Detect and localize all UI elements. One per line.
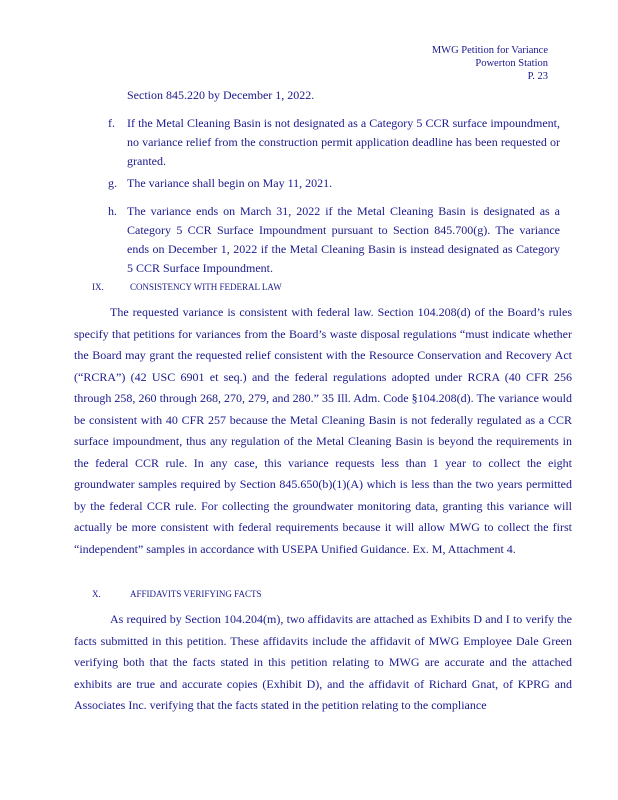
list-item-text: The variance shall begin on May 11, 2021. [127,176,333,190]
list-item-f [108,114,560,171]
list-item-h [108,202,560,278]
section-title: CONSISTENCY WITH FEDERAL LAW [130,282,282,292]
paragraph-federal-law: The requested variance is consistent with federal law. Section 104.208(d) of the Board’s rules specify that petitions for variances from the Board’s waste disposal regulations “must indicate whether the Board may grant the requested relief consistent with the Resource Conservation and Recovery Act (“RCRA”) (42 USC 6901 et seq.) and the federal regulations adopted under RCRA (40 CFR 256 through 258, 260 through 268, 270, 279, and 280.” 35 Ill. Adm. Code §104.208(d). The variance would be consistent with 40 CFR 257 because the Metal Cleaning Basin is not federally regulated as a CCR surface impoundment, thus any regulation of the Metal Cleaning Basin is beyond the requirements in the federal CCR rule. In any case, this variance requests less than 1 year to collect the eight groundwater samples required by Section 845.650(b)(1)(A) which is less than the two years permitted by the federal CCR rule. For collecting the groundwater monitoring data, granting this variance will actually be more consistent with federal requirements because it will allow MWG to collect the first “independent” samples in accordance with USEPA Unified Guidance. Ex. M, Attachment 4. [74,305,572,556]
list-item-g [108,174,560,193]
paragraph-affidavits: As required by Section 104.204(m), two affidavits are attached as Exhibits D and I to verify the facts submitted in this petition. These affidavits include the affidavit of MWG Employee Dale Green verifying both that the facts stated in this petition relating to MWG are accurate and the attached exhibits are true and accurate copies (Exhibit D), and the affidavit of Richard Gnat, of KPRG and Associates Inc. verifying that the facts stated in the petition relating to the compliance [74,612,572,712]
list-item-text: If the Metal Cleaning Basin is not designated as a Category 5 CCR surface impoundment, no variance relief from the construction permit application deadline has been requested or granted. [127,116,560,168]
list-marker: g. [108,176,117,190]
header-title: MWG Petition for Variance [431,45,548,56]
section-title: AFFIDAVITS VERIFYING FACTS [130,589,262,599]
section-number: X. [92,589,101,599]
continuation-text: Section 845.220 by December 1, 2022. [127,88,315,102]
header-station: Powerton Station [475,58,548,69]
list-marker: h. [108,204,117,218]
list-marker: f. [108,116,115,130]
list-item-text: The variance ends on March 31, 2022 if the Metal Cleaning Basin is designated as a Category 5 CCR Surface Impoundment pursuant to Section 845.700(g). The variance ends on December 1, 2022 if the Metal Cleaning Basin is instead designated as Category 5 CCR Surface Impoundment. [127,204,560,275]
page-header [432,44,548,83]
header-page-number: P. 23 [527,71,548,82]
section-number: IX. [92,282,104,292]
